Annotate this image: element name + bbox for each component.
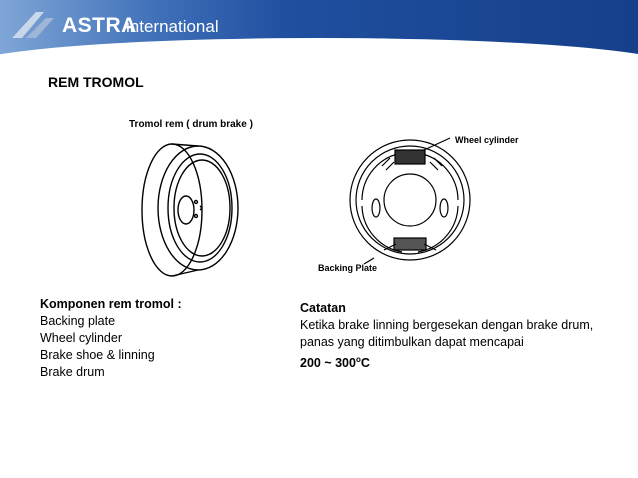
components-heading: Komponen rem tromol : <box>40 297 182 311</box>
drum-caption: Tromol rem ( drum brake ) <box>129 119 253 130</box>
list-item: Backing plate <box>40 314 116 328</box>
list-item: Wheel cylinder <box>40 331 122 345</box>
temperature-value <box>300 351 600 372</box>
header-banner <box>0 0 638 62</box>
backing-plate-label: Backing Plate <box>318 263 378 273</box>
components-list <box>40 296 182 381</box>
wheel-cylinder-label: Wheel cylinder <box>455 135 519 145</box>
brake-assembly-illustration <box>310 126 480 276</box>
astra-logo <box>10 8 225 44</box>
note-heading: Catatan <box>300 301 346 315</box>
slide-title: REM TROMOL <box>48 74 144 90</box>
temp-unit: C <box>360 356 370 371</box>
temp-degree: o <box>355 355 361 364</box>
brand-name: ASTRA <box>62 14 137 37</box>
list-item: Brake drum <box>40 365 105 379</box>
note-block <box>300 300 600 372</box>
drum-illustration <box>128 132 248 282</box>
astra-logo-icon <box>10 8 58 44</box>
list-item: Brake shoe & linning <box>40 348 155 362</box>
note-body: Ketika brake linning bergesekan dengan brake drum, panas yang ditimbulkan dapat mencapai <box>300 318 594 349</box>
brand-suffix: international <box>126 17 219 36</box>
temp-range: 200 ~ 300 <box>300 356 356 371</box>
